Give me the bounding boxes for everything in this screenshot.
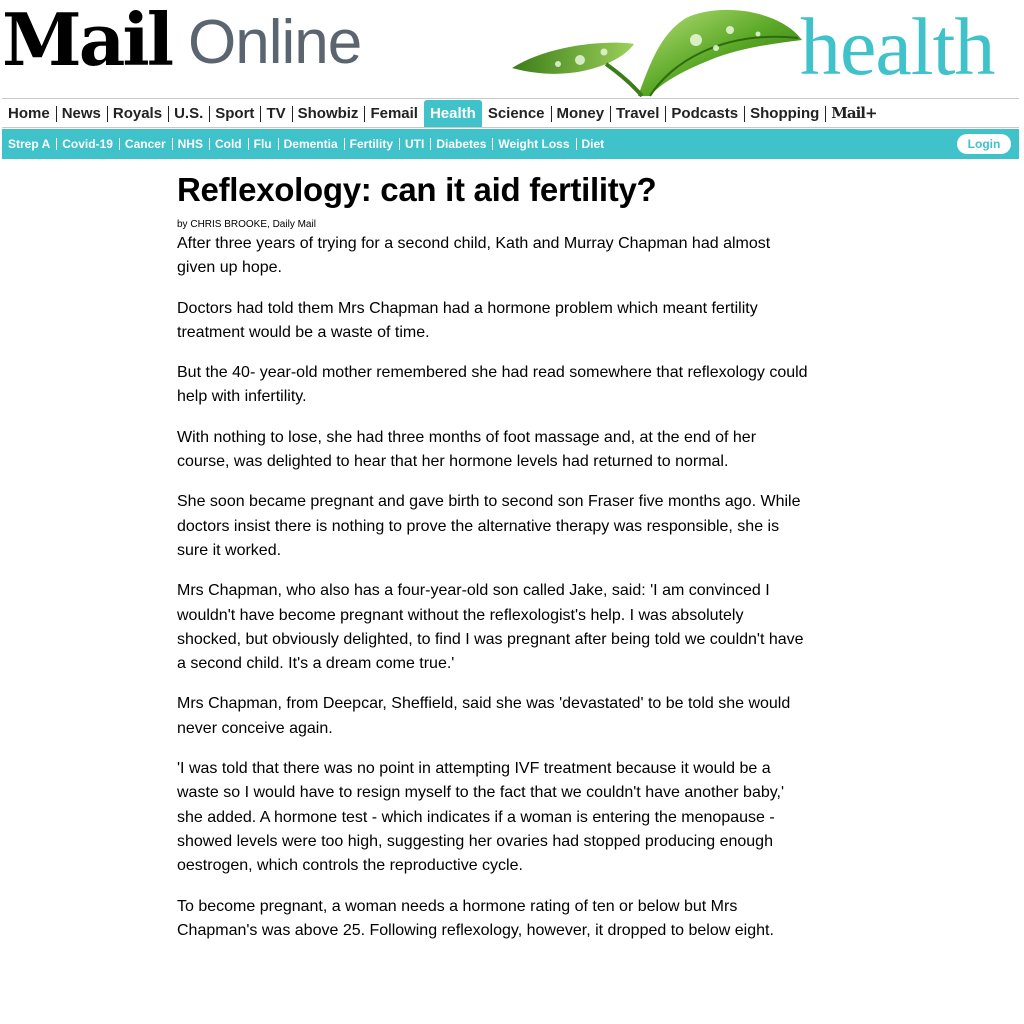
- nav-tv[interactable]: TV: [260, 99, 291, 127]
- health-topics-nav: [2, 129, 1019, 159]
- article: [177, 168, 809, 959]
- health-section-logo[interactable]: health: [800, 1, 995, 92]
- nav-mailplus[interactable]: Mail+: [825, 99, 882, 127]
- nav-science[interactable]: Science: [487, 104, 545, 122]
- topic-cancer[interactable]: Cancer: [119, 129, 172, 159]
- topic-covid-19[interactable]: Covid-19: [56, 129, 119, 159]
- byline-prefix: by: [177, 219, 188, 230]
- topic-diet[interactable]: Diet: [576, 129, 611, 159]
- byline: [177, 218, 809, 232]
- primary-nav: [2, 98, 1019, 128]
- article-headline: Reflexology: can it aid fertility?: [177, 171, 657, 208]
- byline-author[interactable]: CHRIS BROOKE: [190, 219, 268, 230]
- nav-shopping[interactable]: Shopping: [744, 99, 825, 127]
- nav-home[interactable]: Home: [8, 104, 50, 122]
- nav-femail[interactable]: Femail: [364, 99, 424, 127]
- topic-fertility[interactable]: Fertility: [344, 129, 399, 159]
- article-paragraph: Mrs Chapman, from Deepcar, Sheffield, said she was 'devastated' to be told she would never conceive again.: [177, 695, 791, 737]
- nav-showbiz[interactable]: Showbiz: [292, 99, 365, 127]
- nav-health[interactable]: Health: [424, 100, 482, 127]
- topic-dementia[interactable]: Dementia: [278, 129, 344, 159]
- nav-travel[interactable]: Travel: [610, 99, 665, 127]
- topic-cold[interactable]: Cold: [209, 129, 248, 159]
- nav-sport[interactable]: Sport: [209, 99, 260, 127]
- nav-money[interactable]: Money: [551, 99, 611, 127]
- topic-flu[interactable]: Flu: [248, 129, 278, 159]
- nav-royals[interactable]: Royals: [107, 99, 168, 127]
- login-button[interactable]: Login: [957, 134, 1011, 154]
- nav-news[interactable]: News: [56, 99, 107, 127]
- article-paragraph: But the 40- year-old mother remembered she had read somewhere that reflexology could help with infertility.: [177, 364, 808, 406]
- topic-strep-a[interactable]: Strep A: [8, 137, 51, 151]
- topic-weight-loss[interactable]: Weight Loss: [492, 129, 575, 159]
- article-paragraph: Mrs Chapman, who also has a four-year-old son called Jake, said: 'I am convinced I wouldn't have become pregnant without the reflexologist's help. I was absolutely shocked, but obviously delighted, to find I was pregnant after being told we couldn't have a second child. It's a dream come true.': [177, 582, 804, 673]
- article-paragraph: To become pregnant, a woman needs a hormone rating of ten or below but Mrs Chapman's was above 25. Following reflexology, however, it dropped to below eight.: [177, 897, 774, 939]
- online-logo[interactable]: Online: [188, 8, 362, 77]
- article-paragraph: She soon became pregnant and gave birth to second son Fraser five months ago. While doctors insist there is nothing to prove the alternative therapy was responsible, she is sure it worked.: [177, 493, 801, 559]
- nav-podcasts[interactable]: Podcasts: [665, 99, 744, 127]
- article-paragraph: 'I was told that there was no point in attempting IVF treatment because it would be a waste so I would have to resign myself to the fact that we couldn't have another baby,' she added. A hormone test - which indicates if a woman is entering the menopause - showed levels were too high, suggesting her ovaries had stopped producing enough oestrogen, which controls the reproductive cycle.: [177, 760, 785, 875]
- masthead: [0, 0, 1024, 98]
- topic-nhs[interactable]: NHS: [172, 129, 209, 159]
- topic-diabetes[interactable]: Diabetes: [430, 129, 492, 159]
- article-paragraph: After three years of trying for a second child, Kath and Murray Chapman had almost given up hope.: [177, 235, 771, 277]
- leaf-illustration: [510, 4, 810, 100]
- topic-uti[interactable]: UTI: [399, 129, 430, 159]
- mail-logo[interactable]: Mail: [2, 0, 172, 82]
- byline-publication: , Daily Mail: [267, 219, 316, 230]
- article-paragraph: Doctors had told them Mrs Chapman had a hormone problem which meant fertility treatment would be a waste of time.: [177, 299, 758, 341]
- nav-us[interactable]: U.S.: [168, 99, 209, 127]
- article-paragraph: With nothing to lose, she had three months of foot massage and, at the end of her course, was delighted to hear that her hormone levels had returned to normal.: [177, 428, 757, 471]
